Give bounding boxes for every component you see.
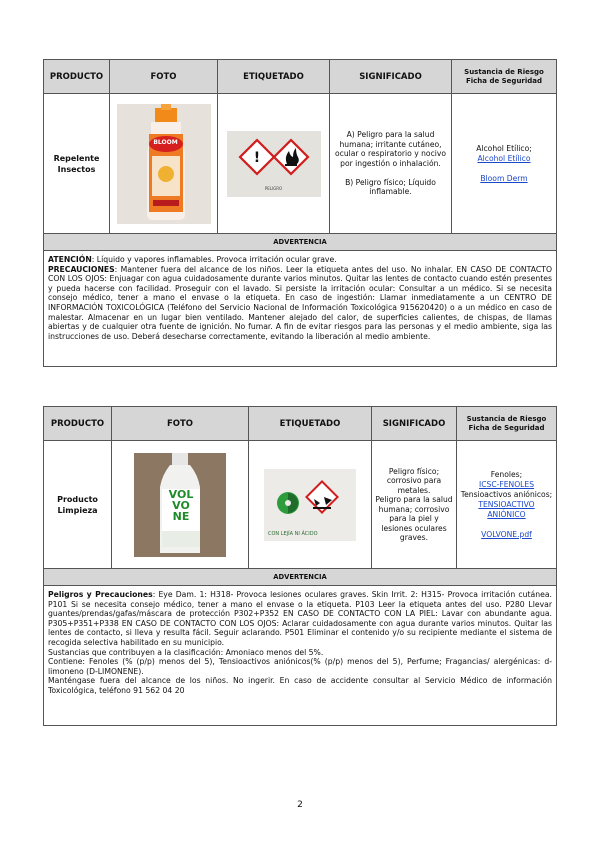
- link-icsc-fenoles[interactable]: ICSC-FENOLES: [478, 479, 535, 489]
- header-producto: PRODUCTO: [44, 60, 110, 94]
- contiene-line: Contiene: Fenoles (% (p/p) menos del 5), Tensioactivos aniónicos(% (p/p) menos del 5), Perfume; Fragancias/ alergénicas: d-limoneno (D-LIMONENE).: [48, 657, 552, 676]
- label-caption: CON LEJÍA NI ÁCIDO: [268, 530, 318, 537]
- sustancia-text-fenoles: Fenoles;: [490, 469, 523, 479]
- header-significado: SIGNIFICADO: [372, 407, 457, 441]
- warning-text: [44, 586, 557, 726]
- precauciones-label: PRECAUCIONES: [48, 264, 115, 274]
- sustancia-text-tensioactivos: Tensioactivos aniónicos;: [460, 489, 553, 499]
- label-photo: [264, 469, 356, 541]
- link-tensioactivo-anionico[interactable]: TENSIOACTIVO ANIÓNICO: [478, 499, 535, 519]
- advertencia-heading: ADVERTENCIA: [44, 569, 557, 586]
- product-photo-cell: [112, 441, 249, 569]
- product-name: Repelente Insectos: [44, 94, 110, 234]
- significado-text: Peligro físico; corrosivo para metales. Peligro para la salud humana; corrosivo para la piel y lesiones oculares graves.: [372, 441, 457, 569]
- label-cell: [249, 441, 372, 569]
- atencion-text: : Líquido y vapores inflamables. Provoca irritación ocular grave.: [91, 255, 337, 264]
- label-cell: [218, 94, 330, 234]
- advertencia-heading: ADVERTENCIA: [44, 234, 557, 251]
- table-row: [44, 441, 557, 569]
- hazard-table-limpieza: [43, 406, 557, 726]
- sustancias-line: Sustancias que contribuyen a la clasificación: Amoniaco menos del 5%.: [48, 647, 324, 657]
- header-significado: SIGNIFICADO: [330, 60, 452, 94]
- header-sustancia: Sustancia de Riesgo Ficha de Seguridad: [457, 407, 557, 441]
- page-number: 2: [297, 800, 303, 810]
- advertencia-row: [44, 234, 557, 251]
- product-photo: [117, 104, 211, 224]
- warning-text-row: [44, 251, 557, 367]
- header-foto: FOTO: [110, 60, 218, 94]
- mantengase-line: Manténgase fuera del alcance de los niños. No ingerir. En caso de accidente consultar al Servicio Médico de información Toxicológica, teléfono 91 562 04 20: [48, 676, 552, 695]
- peligros-text: : Eye Dam. 1: H318- Provoca lesiones oculares graves. Skin Irrit. 2: H315- Provoca irritación cutánea. P101 Si se necesita consejo médico, tener a mano el envase o la etiqueta. P103 Leer la etiqueta antes del uso. P280 Llevar guantes/prendas/gafas/máscara de protección P302+P352 EN CASO DE CONTACTO CON LA PIEL: Lavar con abundante agua. P305+P351+P338 EN CASO DE CONTACTO CON LOS OJOS: Aclarar cuidadosamente con agua durante varios minutos. Quitar las lentes de contacto, si lleva y resulta fácil. Seguir aclarando. P501 Eliminar el contenido y/o su recipiente mediante el sistema de recogida selectiva habilitado en su municipio.: [48, 590, 552, 647]
- header-foto: FOTO: [112, 407, 249, 441]
- hazard-table-repelente: [43, 59, 557, 367]
- precauciones-text: : Mantener fuera del alcance de los niños. Leer la etiqueta antes del uso. No inhalar. EN CASO DE CONTACTO CON LOS OJOS: Enjuagar con agua cuidadosamente durante varios minutos. Quitar las lentes de contacto cuando estén presentes y pueda hacerse con facilidad. Proseguir con el lavado. Si persiste la irritación ocular: Consultar a un médico. Si se necesita consejo médico, tener a mano el envase o la etiqueta. En caso de ingestión: Llamar inmediatamente a un CENTRO DE INFORMACIÓN TOXICOLÓGICA (Teléfono del Servicio Nacional de Información Toxicológica 915620420) o a un médico en caso de malestar. Almacenar en un lugar bien ventilado. Mantener alejado del calor, de superficies calientes, de chispas, de llamas abiertas y de cualquier otra fuente de ignición. No fumar. A fin de evitar riesgos para las personas y el medio ambiente, siga las instrucciones de uso. Deberá desecharse correctamente, evitando la liberación al medio ambiente.: [48, 264, 552, 341]
- header-etiquetado: ETIQUETADO: [218, 60, 330, 94]
- photo-brand-text: VOL VO NE: [168, 487, 194, 523]
- significado-text: A) Peligro para la salud humana; irritante cutáneo, ocular o respiratorio y nocivo por ingestión o inhalación. B) Peligro físico; Líquido inflamable.: [330, 94, 452, 234]
- product-name: Producto Limpieza: [44, 441, 112, 569]
- sustancia-text: Alcohol Etílico;: [476, 143, 532, 153]
- table-header-row: [44, 60, 557, 94]
- warning-text-row: [44, 586, 557, 726]
- warning-text: [44, 251, 557, 367]
- photo-brand-text: BLOOM: [153, 138, 178, 146]
- table-header-row: [44, 407, 557, 441]
- product-photo-cell: [110, 94, 218, 234]
- advertencia-row: [44, 569, 557, 586]
- link-bloom-derm[interactable]: Bloom Derm: [480, 173, 528, 183]
- link-alcohol-etilico[interactable]: Alcohol Etílico: [477, 153, 531, 163]
- peligros-label: Peligros y Precauciones: [48, 590, 153, 599]
- table-row: [44, 94, 557, 234]
- link-volvone-pdf[interactable]: VOLVONE.pdf: [481, 529, 532, 539]
- header-sustancia: Sustancia de Riesgo Ficha de Seguridad: [452, 60, 557, 94]
- label-caption: PELIGRO: [264, 185, 283, 191]
- sustancia-cell: [452, 94, 557, 234]
- svg-text:!: !: [253, 149, 260, 166]
- header-etiquetado: ETIQUETADO: [249, 407, 372, 441]
- sustancia-cell: [457, 441, 557, 569]
- header-producto: PRODUCTO: [44, 407, 112, 441]
- atencion-label: ATENCIÓN: [48, 255, 92, 264]
- label-photo: [227, 131, 321, 197]
- product-photo: [134, 453, 226, 557]
